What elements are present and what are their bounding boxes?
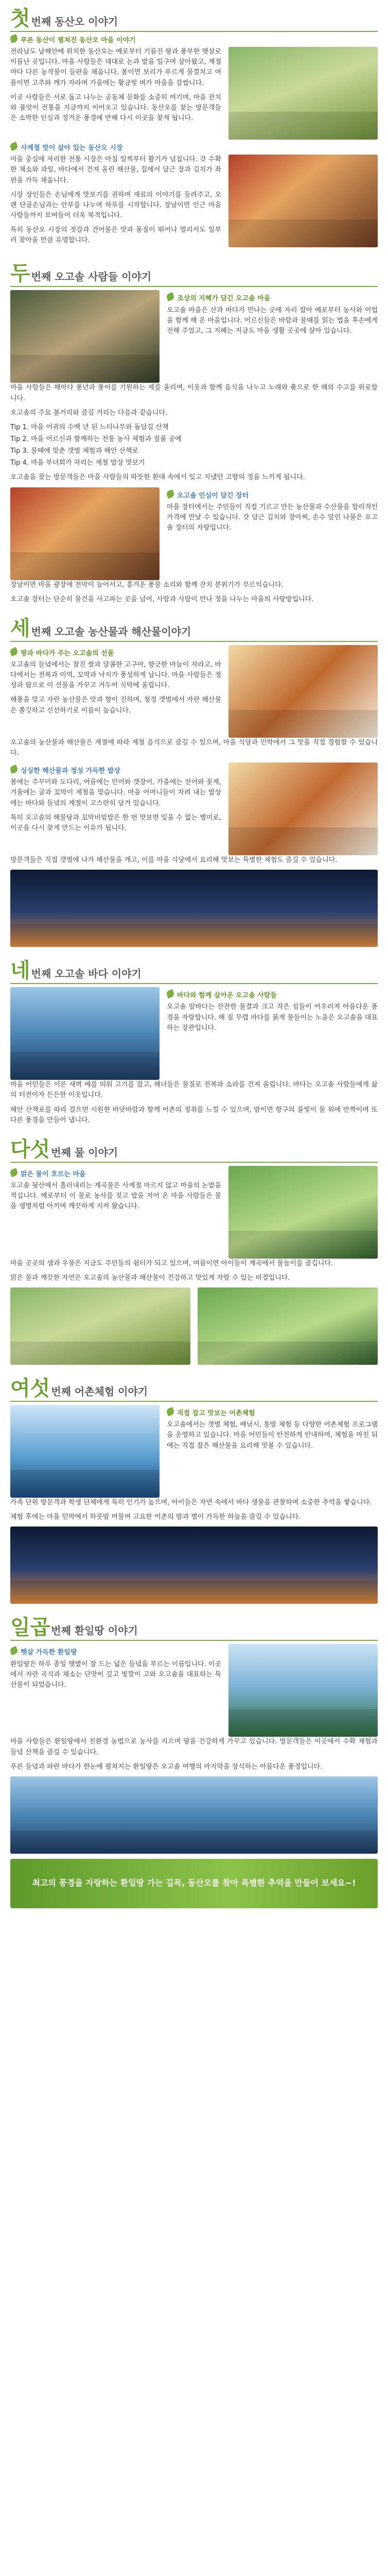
section-2-paragraph-2: 마을 사람들은 해마다 풍년과 풍어를 기원하는 제를 올리며, 이웃과 함께 음식을 나누고 노래와 춤으로 한 해의 수고를 위로합니다.	[10, 384, 378, 402]
sprout-icon	[166, 292, 175, 301]
section-7	[10, 1617, 378, 1908]
section-6-number: 여섯	[10, 1376, 50, 1401]
section-3-paragraph-2: 해풍을 맞고 자란 농산물은 맛과 향이 진하며, 청정 갯벌에서 자란 해산물은 쫄깃하고 신선하기로 이름이 높습니다.	[10, 696, 221, 715]
section-6-subhead-1: 직접 잡고 맛보는 어촌체험	[167, 1408, 378, 1419]
market-photo	[228, 155, 378, 247]
section-5-photo-row	[10, 1287, 378, 1365]
sprout-icon	[9, 765, 19, 774]
list-item: Tip 4. 마을 부녀회가 차리는 제철 밥상 맛보기	[10, 459, 145, 467]
list-item: Tip 1. 마을 어귀의 수백 년 된 느티나무와 돌담길 산책	[10, 423, 169, 431]
section-1	[10, 8, 378, 250]
section-2-title: 번째 오고솔 사람들 이야기	[31, 270, 152, 283]
section-2-row-1	[10, 290, 378, 383]
section-4-title: 번째 오고솔 바다 이야기	[31, 968, 142, 980]
closing-banner	[10, 1859, 378, 1908]
section-1-paragraph-3: 마을 중심에 자리한 전통 시장은 아침 일찍부터 활기가 넘칩니다. 갓 수확한 채소와 과일, 바다에서 건져 올린 해산물, 집에서 담근 장과 김치가 좌판을 가득 채웁니다.	[10, 156, 221, 184]
section-3-paragraph-1: 오고솔의 들녘에서는 찰진 쌀과 달콤한 고구마, 향긋한 마늘이 자라고, 바다에서는 전복과 미역, 꼬막과 낙지가 풍성하게 납니다. 마을 사람들은 정성과 땀으로 이 선물을 가꾸고 거두어 식탁에 올립니다.	[10, 660, 221, 690]
sprout-icon	[166, 489, 175, 499]
sprout-icon	[9, 1168, 19, 1177]
meal-photo	[228, 762, 378, 855]
section-3-number: 세	[10, 616, 30, 640]
section-5-row-1	[10, 1166, 378, 1259]
section-5-paragraph-3: 맑은 물과 깨끗한 자연은 오고솔의 농산물과 해산물이 건강하고 맛있게 자랄 수 있는 비결입니다.	[10, 1274, 290, 1282]
section-1-paragraph-5: 특히 동산오 시장의 젓갈과 건어물은 맛과 품질이 뛰어나 멀리서도 일부러 찾아올 만큼 유명합니다.	[10, 226, 221, 245]
villagers-photo	[10, 290, 160, 383]
section-4-heading	[10, 960, 378, 984]
section-2-paragraph-1: 오고솔 마을은 산과 바다가 만나는 곳에 자리 잡아 예로부터 농사와 어업을 함께 해 온 마을입니다. 어르신들은 바람과 물때를 읽는 법을 후손에게 전해 주었고, 그 지혜는 지금도 마을 생활 곳곳에 살아 있습니다.	[167, 306, 378, 335]
section-5-heading	[10, 1139, 378, 1163]
section-3-paragraph-3: 오고솔의 농산물과 해산물은 계절에 따라 제철 음식으로 즐길 수 있으며, 마을 식당과 민박에서 그 맛을 직접 경험할 수 있습니다.	[10, 738, 378, 757]
sea-photo	[10, 987, 160, 1080]
seafood-photo	[228, 645, 378, 738]
section-4-paragraph-2: 마을 어민들은 이른 새벽 배를 띄워 고기를 잡고, 해녀들은 물질로 전복과 소라를 건져 올립니다. 바다는 오고솔 사람들에게 삶의 터전이자 든든한 이웃입니다.	[10, 1081, 378, 1099]
field-photo	[228, 47, 378, 140]
section-2-heading	[10, 263, 378, 287]
harbor-night-photo	[10, 870, 378, 947]
section-1-number: 첫	[10, 6, 30, 30]
section-7-title: 번째 환일땅 이야기	[51, 1624, 138, 1637]
section-5-paragraph-1: 오고솔 뒷산에서 흘러내리는 계곡물은 사계절 마르지 않고 마을의 논밭을 적십니다. 예로부터 이 물로 농사를 짓고 밥을 지어 온 마을 사람들은 물을 생명처럼 아끼며 깨끗하게 지켜 왔습니다.	[10, 1181, 221, 1211]
island-photo	[228, 1644, 378, 1737]
section-2-paragraph-5: 마을 장터에서는 주민들이 직접 기르고 만든 농산물과 수산물을 합리적인 가격에 만날 수 있습니다. 갓 담근 김치와 장아찌, 손수 말린 나물은 오고솔 장터의 자랑입니다.	[167, 503, 378, 532]
sprout-icon	[166, 1407, 175, 1416]
section-2	[10, 263, 378, 604]
section-5-subhead-1: 맑은 물이 흐르는 마을	[10, 1169, 221, 1180]
section-3-paragraph-6: 방문객들은 직접 갯벌에 나가 해산물을 캐고, 이를 마을 식당에서 요리해 맛보는 특별한 체험도 즐길 수 있습니다.	[10, 856, 338, 865]
section-4-subhead-1: 바다와 함께 살아온 오고솔 사람들	[167, 990, 378, 1001]
coast-night-photo	[10, 1527, 378, 1604]
section-6	[10, 1378, 378, 1604]
section-5	[10, 1139, 378, 1365]
fishing-boat-photo	[10, 1405, 160, 1498]
list-item: Tip 2. 마을 어르신과 함께하는 전통 농사 체험과 짚풀 공예	[10, 435, 182, 443]
section-4	[10, 960, 378, 1126]
sprout-icon	[166, 989, 175, 998]
section-7-paragraph-2: 마을 사람들은 환일땅에서 친환경 농법으로 농사를 지으며 땅을 건강하게 가꾸고 있습니다. 방문객들은 이곳에서 수확 체험과 들녘 산책을 즐길 수 있습니다.	[10, 1738, 378, 1756]
section-1-paragraph-4: 시장 상인들은 손님에게 맛보기를 권하며 재료의 이야기를 들려주고, 오랜 단골손님과는 안부를 나누며 하루를 시작합니다. 장날이면 인근 마을 사람들까지 모여들어 더욱 북적입니다.	[10, 191, 221, 219]
sprout-icon	[9, 34, 19, 43]
section-1-paragraph-2: 이곳 사람들은 서로 돕고 나누는 공동체 문화를 소중히 여기며, 마을 잔치와 품앗이 전통을 지금까지 이어오고 있습니다. 동산오를 찾는 방문객들은 소박한 인심과 정겨운 풍경에 반해 다시 이곳을 찾게 됩니다.	[10, 93, 221, 122]
list-item: Tip 3. 물때에 맞춘 갯벌 체험과 해안 산책로	[10, 447, 139, 455]
valley-photo	[198, 1287, 378, 1365]
section-7-subhead-1: 햇살 가득한 환일땅	[10, 1647, 221, 1658]
section-4-paragraph-1: 오고솔 앞바다는 잔잔한 물결과 크고 작은 섬들이 어우러져 아름다운 풍경을 자랑합니다. 해 질 무렵 바다를 붉게 물들이는 노을은 오고솔을 대표하는 장관입니다.	[167, 1003, 378, 1032]
section-3-paragraph-5: 특히 오고솔의 해물탕과 꼬막비빔밥은 한 번 맛보면 잊을 수 없는 별미로, 이곳을 다시 찾게 만드는 이유가 됩니다.	[10, 814, 221, 832]
section-3-row-1	[10, 645, 378, 738]
section-2-number: 두	[10, 261, 30, 286]
section-3-subhead-1: 땅과 바다가 주는 오고솔의 선물	[10, 648, 221, 659]
banner-text: 최고의 풍경을 자랑하는 환일땅 가는 길목, 동산오를 찾아 특별한 추억을 만들어 보세요~!	[32, 1878, 356, 1888]
coastline-photo	[10, 1776, 378, 1854]
section-1-row-1	[10, 47, 378, 140]
section-6-row-1	[10, 1405, 378, 1498]
section-5-title: 번째 물 이야기	[51, 1146, 118, 1159]
section-2-subhead-1: 조상의 지혜가 담긴 오고솔 마을	[167, 293, 378, 304]
section-2-paragraph-3: 오고솔의 주요 볼거리와 즐길 거리는 다음과 같습니다.	[10, 409, 168, 417]
village-market-photo	[10, 487, 160, 580]
section-4-paragraph-3: 해안 산책로를 따라 걸으면 시원한 바닷바람과 함께 어촌의 정취를 느낄 수 있으며, 밤이면 항구의 불빛이 물 위에 반짝이며 또 다른 풍경을 만들어 냅니다.	[10, 1106, 378, 1124]
section-1-subhead-1: 푸른 동산이 펼쳐진 동산오 마을 이야기	[10, 35, 378, 46]
tips-list	[10, 422, 378, 469]
section-3-heading	[10, 618, 378, 642]
sprout-icon	[9, 142, 19, 151]
section-1-paragraph-1: 전라남도 남해안에 위치한 동산오는 예로부터 기름진 땅과 풍부한 햇살로 이름난 곳입니다. 마을 사람들은 대대로 논과 밭을 일구며 살아왔고, 계절마다 다른 농작물이 들판을 채웁니다. 봄이면 보리가 푸르게 물결치고 여름이면 고추와 깨가 자라며 가을에는 황금빛 벼가 마을을 감쌉니다.	[10, 48, 221, 87]
section-7-row-1	[10, 1644, 378, 1737]
section-5-number: 다섯	[10, 1137, 50, 1161]
sprout-icon	[9, 1646, 19, 1655]
section-3-title: 번째 오고솔 농산물과 해산물이야기	[31, 625, 191, 638]
section-3-subhead-2: 싱싱한 해산물과 정성 가득한 밥상	[10, 766, 221, 776]
section-6-paragraph-1: 오고솔에서는 갯벌 체험, 배낚시, 통발 체험 등 다양한 어촌체험 프로그램을 운영하고 있습니다. 마을 어민들이 안전하게 안내하며, 체험을 마친 뒤에는 직접 잡은 해산물을 요리해 맛볼 수 있습니다.	[167, 1421, 378, 1450]
section-7-paragraph-1: 환일땅은 하루 종일 햇볕이 잘 드는 넓은 들녘을 부르는 이름입니다. 이곳에서 자란 곡식과 채소는 단맛이 깊고 빛깔이 고와 오고솔을 대표하는 특산물이 되었습니다.	[10, 1660, 221, 1689]
section-2-paragraph-4: 오고솔을 찾는 방문객들은 마을 사람들의 따뜻한 환대 속에서 잊고 지냈던 고향의 정을 느끼게 됩니다.	[10, 473, 305, 482]
sprout-icon	[9, 647, 19, 656]
section-6-paragraph-3: 체험 후에는 마을 민박에서 하룻밤 머물며 고요한 어촌의 밤과 별이 가득한 하늘을 즐길 수 있습니다.	[10, 1513, 301, 1521]
section-2-subhead-2: 오고솔 인심이 담긴 장터	[167, 490, 378, 501]
section-1-title: 번째 동산오 이야기	[31, 15, 118, 28]
section-1-row-2	[10, 155, 378, 250]
stream-photo	[228, 1166, 378, 1259]
village-photo	[10, 1287, 190, 1365]
section-6-heading	[10, 1378, 378, 1402]
section-6-title: 번째 어촌체험 이야기	[51, 1385, 148, 1398]
section-7-heading	[10, 1617, 378, 1641]
section-1-heading	[10, 8, 378, 32]
section-2-paragraph-6: 장날이면 마을 광장에 천막이 늘어서고, 흥겨운 풍물 소리와 함께 잔치 분위기가 무르익습니다.	[10, 581, 284, 589]
section-7-number: 일곱	[10, 1615, 50, 1640]
section-1-subhead-2: 사계절 맛이 살아 있는 동산오 시장	[10, 143, 378, 154]
section-4-row-1	[10, 987, 378, 1080]
section-3-row-2	[10, 762, 378, 855]
section-4-number: 네	[10, 958, 30, 983]
section-3-paragraph-4: 봄에는 주꾸미와 도다리, 여름에는 민어와 갯장어, 가을에는 전어와 꽃게, 겨울에는 굴과 꼬막이 제철을 맞습니다. 마을 어머니들이 차려 내는 밥상에는 바다와 들녘의 계절이 고스란히 담겨 있습니다.	[10, 778, 221, 807]
section-3	[10, 618, 378, 947]
section-2-row-2	[10, 487, 378, 580]
section-2-paragraph-7: 오고솔 장터는 단순히 물건을 사고파는 곳을 넘어, 사람과 사람이 만나 정을 나누는 마을의 사랑방입니다.	[10, 595, 314, 603]
section-5-paragraph-2: 마을 곳곳의 샘과 우물은 지금도 주민들의 쉼터가 되고 있으며, 여름이면 아이들이 계곡에서 물놀이를 즐깁니다.	[10, 1259, 333, 1267]
section-6-paragraph-2: 가족 단위 방문객과 학생 단체에게 특히 인기가 높으며, 아이들은 자연 속에서 바다 생물을 관찰하며 소중한 추억을 쌓습니다.	[10, 1499, 372, 1507]
section-7-paragraph-3: 푸른 들녘과 파란 바다가 한눈에 펼쳐지는 환일땅은 오고솔 여행의 마지막을 장식하는 아름다운 풍경입니다.	[10, 1762, 323, 1771]
